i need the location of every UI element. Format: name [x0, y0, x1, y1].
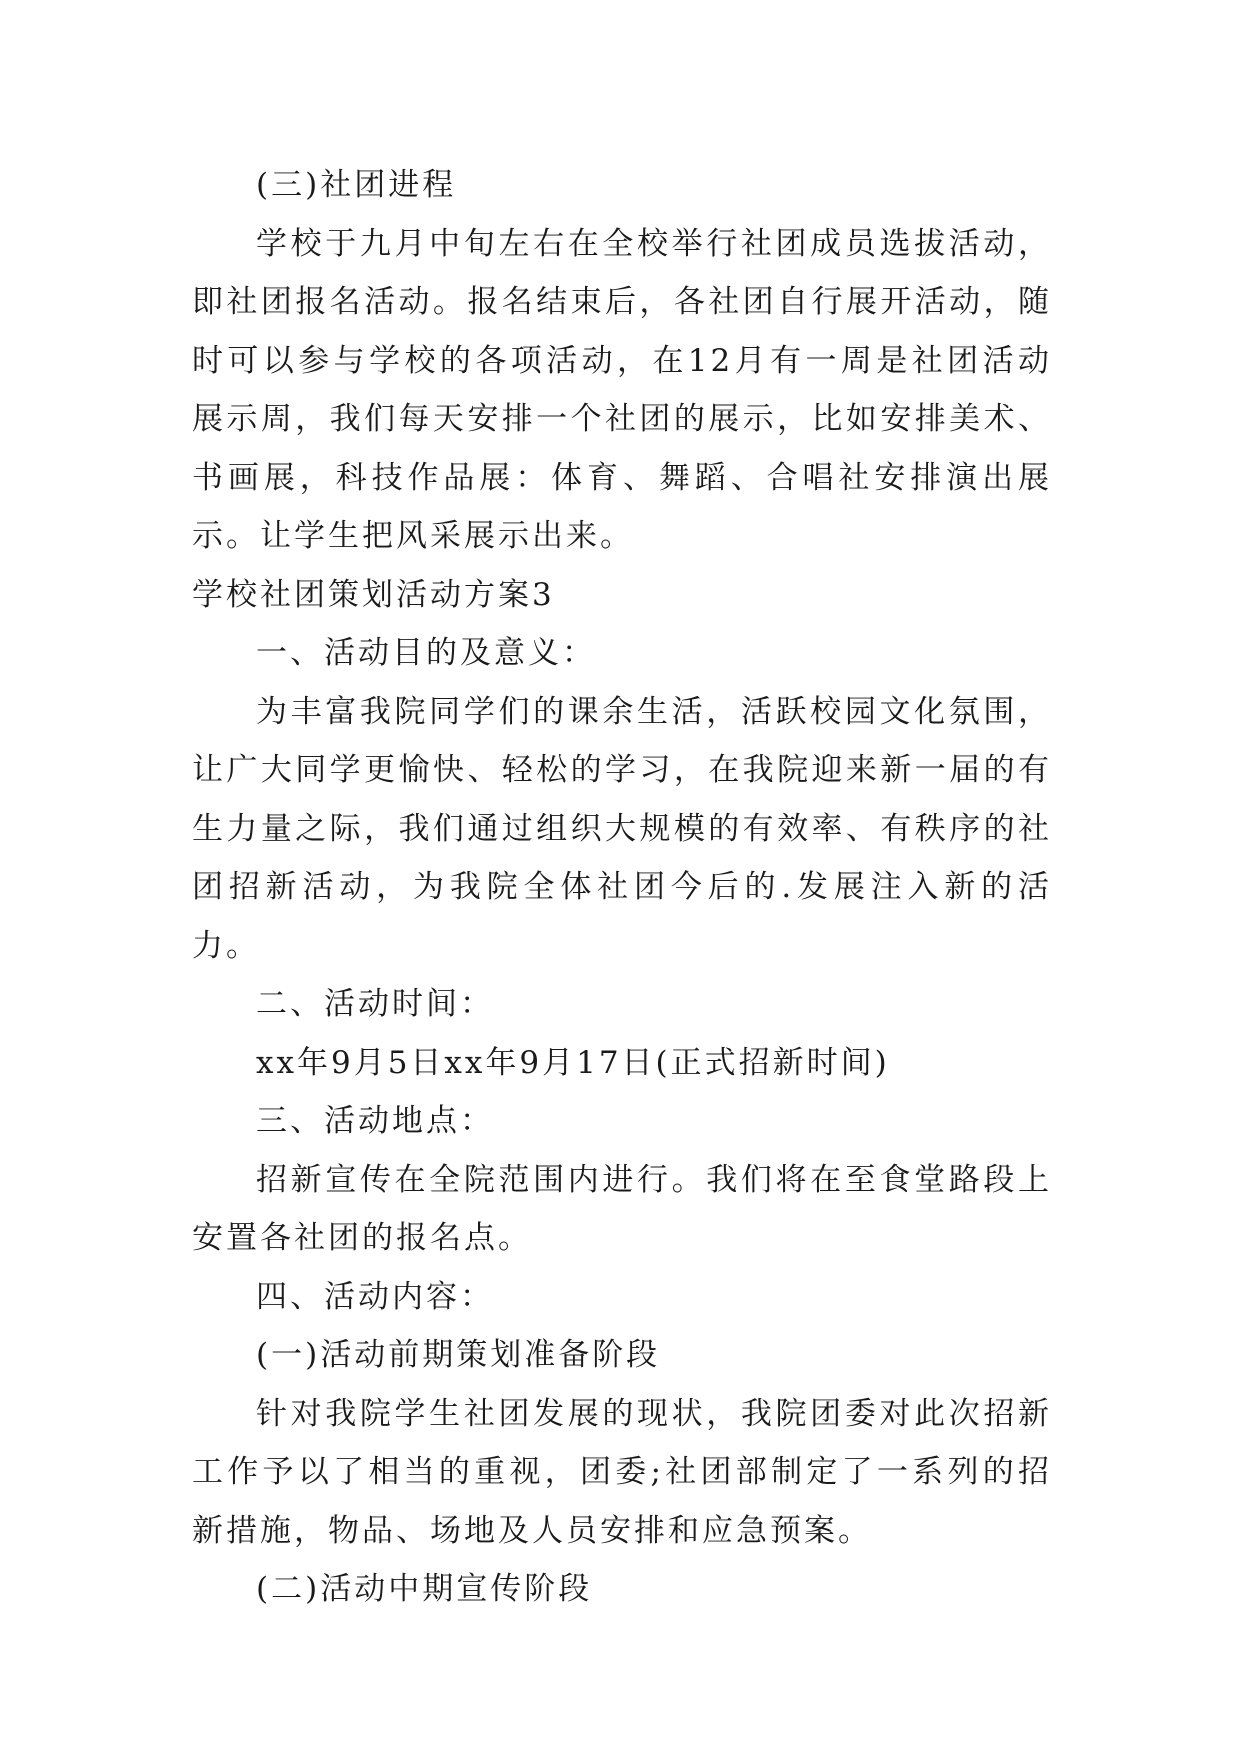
section-heading-location: 三、活动地点：: [256, 1103, 494, 1139]
paragraph-location: 招新宣传在全院范围内进行。我们将在至食堂路段上安置各社团的报名点。: [192, 1161, 1052, 1256]
subheading-mid-stage: (二)活动中期宣传阶段: [256, 1571, 593, 1607]
subheading-early-stage: (一)活动前期策划准备阶段: [256, 1337, 661, 1373]
section-heading-time: 二、活动时间：: [256, 986, 494, 1022]
paragraph-time: xx年9月5日xx年9月17日(正式招新时间): [256, 1044, 890, 1081]
paragraph-purpose: 为丰富我院同学们的课余生活，活跃校园文化氛围，让广大同学更愉快、轻松的学习，在我院迎来新一届的有生力量之际，我们通过组织大规模的有效率、有秩序的社团招新活动，为我院全体社团今后的.发展注入新的活力。: [192, 693, 1052, 964]
section-heading-club-process: (三)社团进程: [256, 167, 457, 203]
section-heading-content: 四、活动内容：: [256, 1278, 494, 1315]
document-body: [192, 156, 1052, 1619]
paragraph-club-process: 学校于九月中旬左右在全校举行社团成员选拔活动，即社团报名活动。报名结束后，各社团自行展开活动，随时可以参与学校的各项活动，在12月有一周是社团活动展示周，我们每天安排一个社团的展示，比如安排美术、书画展，科技作品展：体育、舞蹈、合唱社安排演出展示。让学生把风采展示出来。: [192, 225, 1052, 554]
section-heading-purpose: 一、活动目的及意义：: [256, 635, 596, 671]
document-title-plan-3: 学校社团策划活动方案3: [192, 576, 555, 613]
paragraph-early-stage: 针对我院学生社团发展的现状，我院团委对此次招新工作予以了相当的重视，团委;社团部制定了一系列的招新措施，物品、场地及人员安排和应急预案。: [192, 1395, 1052, 1549]
